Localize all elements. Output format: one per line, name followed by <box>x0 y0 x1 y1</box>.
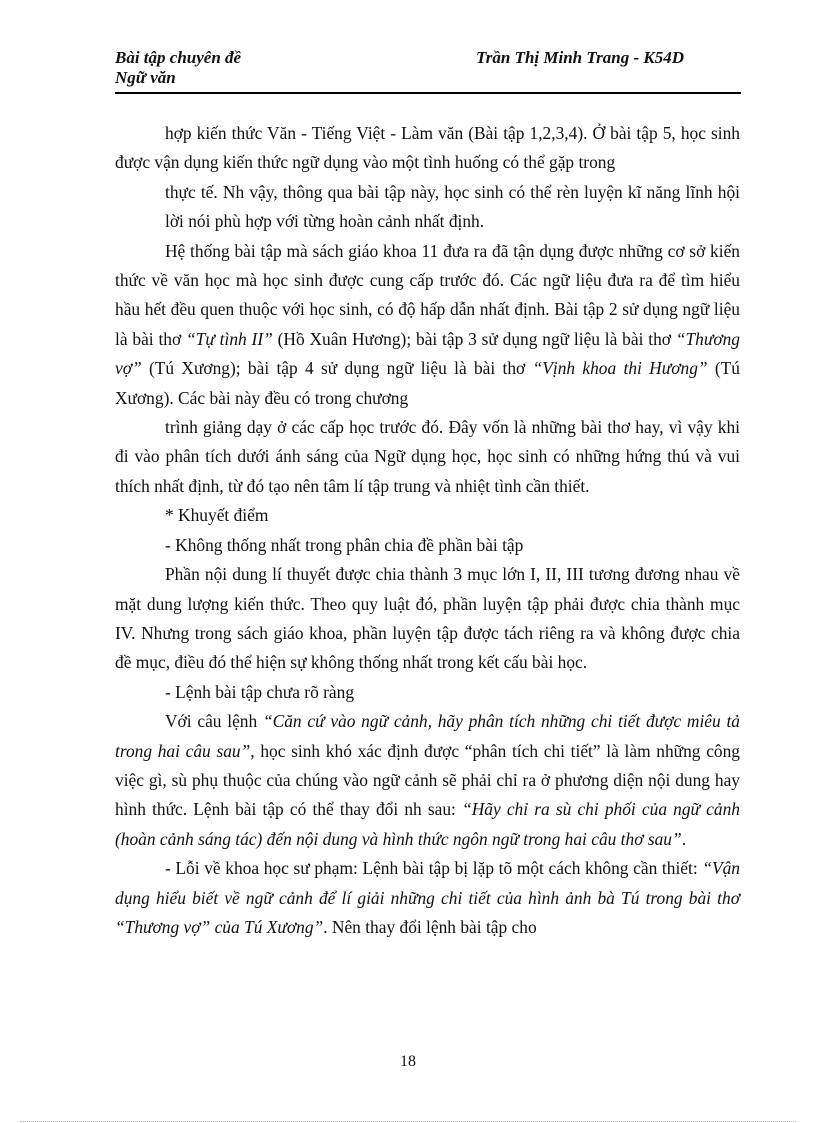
header-left <box>115 48 241 88</box>
paragraph-5: Phần nội dung lí thuyết được chia thành 3 mục lớn I, II, III tương đương nhau về mặt dung lượng kiến thức. Theo quy luật đó, phần luyện tập phải được chia thành mục IV. Nhưng trong sách giáo khoa, phần luyện tập được tách riêng ra và không được chia đề mục, điều đó thể hiện sự không thống nhất trong kết cấu bài học. <box>115 564 740 673</box>
page-bottom-border <box>20 1121 796 1122</box>
paragraph-7-text-3: . <box>681 828 687 849</box>
paragraph-8-text-2: . Nên thay đổi lệnh bài tập cho <box>323 916 537 937</box>
page-header <box>115 48 741 94</box>
document-body <box>115 119 740 942</box>
header-rule <box>115 92 741 94</box>
paragraph-7-text-2: học sinh khó xác định được “phân tích chi tiết” là làm những công việc gì, sù phụ thuộc của chúng vào ngữ cảnh sẽ phải chỉ ra ở phương diện nội dung hay hình thức. Lệnh bài tập có thể thay đổi nh sau: <box>115 740 740 820</box>
header-subject: Ngữ văn <box>115 68 176 87</box>
header-course-title: Bài tập chuyên đề <box>115 48 242 67</box>
poem-title-tu-tinh: “Tự tình II” <box>186 328 273 349</box>
poem-title-vinh-khoa-thi-huong: “Vịnh khoa thi Hương” <box>532 358 708 379</box>
quoted-command-1: “Căn cứ vào ngữ cảnh, hãy phân tích những chi tiết được miêu tả trong hai câu sau”, <box>115 711 740 761</box>
page-number: 18 <box>400 1053 416 1070</box>
paragraph-1b: thực tế. Nh vậy, thông qua bài tập này, học sinh có thể rèn luyện kĩ năng lĩnh hội lời nói phù hợp với từng hoàn cảnh nhất định. <box>165 181 740 232</box>
paragraph-8 <box>115 854 740 942</box>
paragraph-7-text-1: Với câu lệnh <box>165 711 263 732</box>
quoted-command-2: “Hãy chỉ ra sù chi phối của ngữ cảnh (hoàn cảnh sáng tác) đến nội dung và hình thức ngôn ngữ trong hai câu thơ sau” <box>115 799 740 849</box>
paragraph-2-text-2: (Hồ Xuân Hương); bài tập 3 sử dụng ngữ liệu là bài thơ <box>272 328 676 349</box>
weakness-heading: * Khuyết điểm <box>165 505 269 526</box>
paragraph-8-text-1: - Lỗi về khoa học sư phạm: Lệnh bài tập bị lặp tõ một cách không cần thiết: <box>165 858 703 879</box>
weakness-item-2: - Lệnh bài tập chưa rõ ràng <box>165 681 355 702</box>
paragraph-7 <box>115 707 740 854</box>
paragraph-2-text-4: (Tú Xương). Các bài này đều có trong chương <box>115 358 740 408</box>
quoted-command-3: “Vận dụng hiểu biết về ngữ cảnh để lí giải những chi tiết của hình ảnh bà Tú trong bài thơ “Thương vợ” của Tú Xương” <box>115 858 740 937</box>
paragraph-2-text-1: Hệ thống bài tập mà sách giáo khoa 11 đưa ra đã tận dụng được những cơ sở kiến thức về văn học mà học sinh được cung cấp trước đó. Các ngữ liệu đưa ra để tìm hiểu hầu hết đều quen thuộc với học sinh, có độ hấp dẫn nhất định. Bài tập 2 sử dụng ngữ liệu là bài thơ <box>115 240 740 349</box>
paragraph-2-text-3: (Tú Xương); bài tập 4 sử dụng ngữ liệu là bài thơ <box>141 358 533 379</box>
weakness-item-1: - Không thống nhất trong phân chia đề phần bài tập <box>165 534 524 555</box>
paragraph-1a: hợp kiến thức Văn - Tiếng Việt - Làm văn (Bài tập 1,2,3,4). Ở bài tập 5, học sinh được vận dụng kiến thức ngữ dụng vào một tình huống có thể gặp trong <box>115 123 740 173</box>
paragraph-2-continued: trình giảng dạy ở các cấp học trước đó. Đây vốn là những bài thơ hay, vì vậy khi đi vào phân tích dưới ánh sáng của Ngữ dụng học, học sinh có những hứng thú và vui thích nhất định, từ đó tạo nên tâm lí tập trung và nhiệt tình cần thiết. <box>115 417 740 496</box>
header-author: Trần Thị Minh Trang - K54D <box>476 48 684 67</box>
poem-title-thuong-vo: “Thương vợ” <box>115 328 740 379</box>
paragraph-2 <box>115 237 740 413</box>
